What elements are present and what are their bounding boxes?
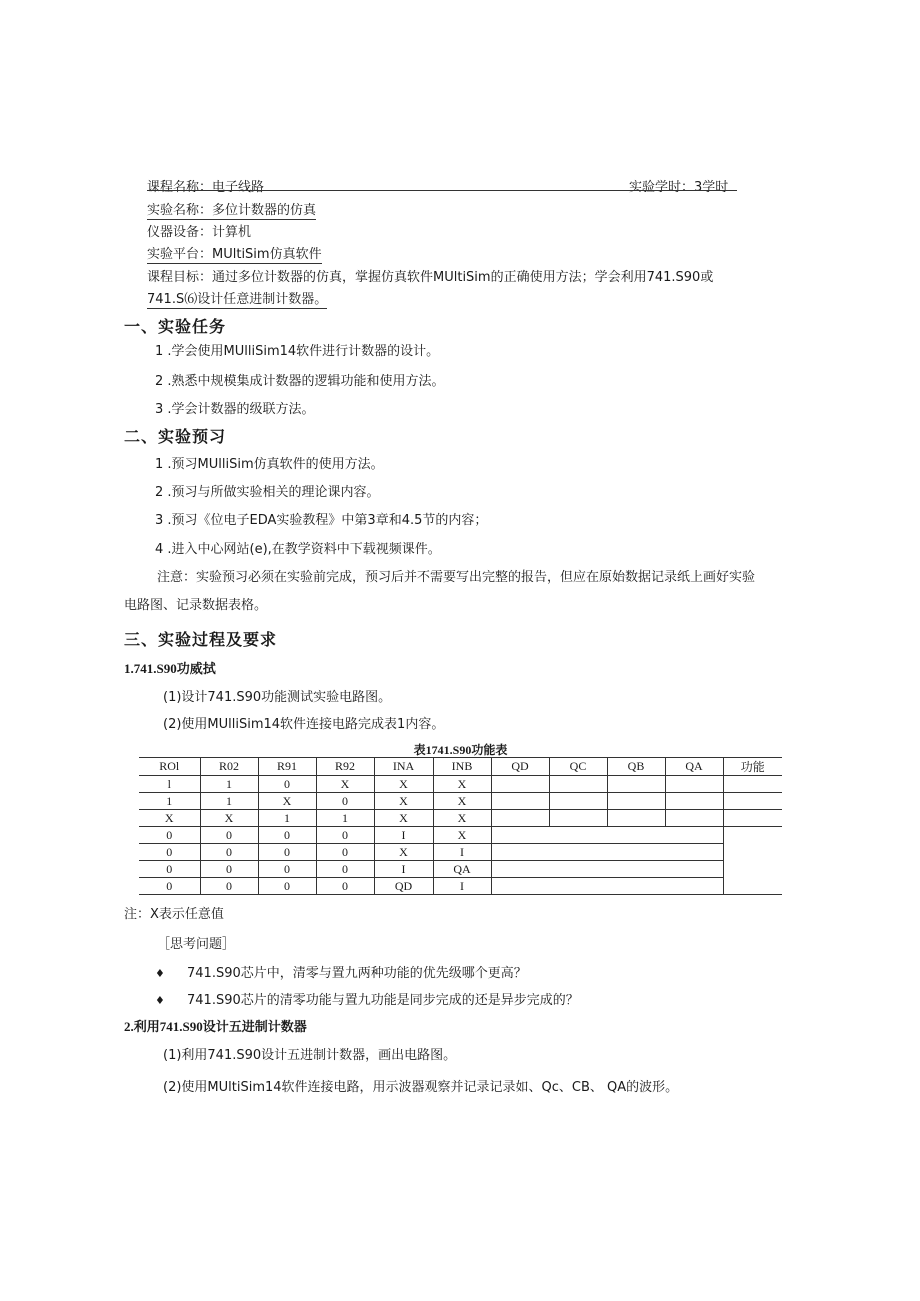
table-cell: X <box>433 810 491 827</box>
empty-cell <box>723 793 782 810</box>
platform-text: 实验平台：MUltiSim仿真软件 <box>147 247 322 262</box>
preview-note-line1: 注意：实验预习必须在实验前完成，预习后并不需要写出完整的报告，但应在原始数据记录纸上画好实验 <box>157 570 756 585</box>
table-cell: 0 <box>200 878 258 895</box>
question-1 <box>155 962 527 981</box>
empty-cell <box>491 793 549 810</box>
table-cell: X <box>433 827 491 844</box>
empty-cell <box>665 810 723 827</box>
merged-cell <box>491 861 723 878</box>
preview-item-4: 4 .进入中心网站(e),在教学资料中下载视频课件。 <box>155 542 441 557</box>
merged-cell <box>491 844 723 861</box>
course-goal-line2 <box>147 288 327 307</box>
table-cell: I <box>374 861 433 878</box>
task-item-3: 3 .学会计数器的级联方法。 <box>155 402 315 417</box>
bullet-icon: ♦ <box>155 994 165 1007</box>
subsection2-item-1: (1)利用741.S90设计五进制计数器，画出电路图。 <box>163 1048 457 1063</box>
empty-cell <box>723 776 782 793</box>
header-underline <box>147 190 737 191</box>
table-cell: X <box>316 776 374 793</box>
empty-cell <box>665 793 723 810</box>
empty-cell <box>549 776 607 793</box>
think-label: ［思考问题］ <box>157 937 236 952</box>
col-header: QB <box>607 758 665 776</box>
empty-cell <box>549 793 607 810</box>
table-row <box>139 827 782 844</box>
equipment: 仪器设备：计算机 <box>147 225 252 240</box>
table-cell: 0 <box>200 827 258 844</box>
col-header: ROl <box>139 758 200 776</box>
section3-title: 三、实验过程及要求 <box>124 630 278 649</box>
empty-cell <box>607 793 665 810</box>
table-cell: 0 <box>139 827 200 844</box>
table-cell: 0 <box>139 861 200 878</box>
experiment-name <box>147 199 316 218</box>
subsection1-item-1: (1)设计741.S90功能测试实验电路图。 <box>163 690 392 705</box>
table-cell: X <box>433 776 491 793</box>
section1-title: 一、实验任务 <box>124 317 227 336</box>
preview-note-line2: 电路图、记录数据表格。 <box>124 598 268 613</box>
table-cell: 0 <box>316 793 374 810</box>
table-row <box>139 810 782 827</box>
table-cell: 0 <box>139 844 200 861</box>
subsection1-item-2: (2)使用MUlliSim14软件连接电路完成表1内容。 <box>163 717 445 732</box>
bullet-icon: ♦ <box>155 967 165 980</box>
subsection2-title: 2.利用741.S90设计五进制计数器 <box>124 1019 307 1034</box>
platform <box>147 243 322 262</box>
table-cell: X <box>374 776 433 793</box>
table-cell: X <box>374 844 433 861</box>
table-cell: X <box>200 810 258 827</box>
merged-cell <box>491 878 723 895</box>
col-header: QD <box>491 758 549 776</box>
experiment-hours: 实验学时：3学时 <box>629 180 729 195</box>
table-cell: 0 <box>200 844 258 861</box>
table-caption: 表1741.S90功能表 <box>413 743 508 757</box>
table-cell: 1 <box>200 793 258 810</box>
task-item-1: 1 .学会使用MUlliSim14软件进行计数器的设计。 <box>155 344 440 359</box>
table-row <box>139 844 782 861</box>
empty-cell <box>491 810 549 827</box>
table-cell: QA <box>433 861 491 878</box>
col-header: INB <box>433 758 491 776</box>
empty-cell <box>665 776 723 793</box>
table-cell: 0 <box>316 827 374 844</box>
preview-item-2: 2 .预习与所做实验相关的理论课内容。 <box>155 485 380 500</box>
preview-item-1: 1 .预习MUlliSim仿真软件的使用方法。 <box>155 457 384 472</box>
col-header: R91 <box>258 758 316 776</box>
table-cell: X <box>258 793 316 810</box>
col-header: R02 <box>200 758 258 776</box>
question-text: 741.S90芯片的清零功能与置九功能是同步完成的还是异步完成的？ <box>187 993 579 1008</box>
empty-cell <box>549 810 607 827</box>
course-name: 课程名称：电子线路 <box>147 180 265 195</box>
col-header: 功能 <box>723 758 782 776</box>
empty-cell <box>607 776 665 793</box>
table-cell: l <box>139 776 200 793</box>
table-cell: X <box>374 793 433 810</box>
function-table <box>139 757 782 895</box>
table-header-row <box>139 758 782 776</box>
table-cell: 1 <box>316 810 374 827</box>
table-cell: 1 <box>200 776 258 793</box>
table-cell: 0 <box>139 878 200 895</box>
table-cell: QD <box>374 878 433 895</box>
col-header: QA <box>665 758 723 776</box>
table-cell: 1 <box>139 793 200 810</box>
table-row <box>139 793 782 810</box>
table-cell: X <box>374 810 433 827</box>
table-cell: 0 <box>200 861 258 878</box>
course-goal-line1: 课程目标：通过多位计数器的仿真，掌握仿真软件MUltiSim的正确使用方法；学会利用741.S90或 <box>147 270 714 285</box>
table-row <box>139 776 782 793</box>
section2-title: 二、实验预习 <box>124 427 227 446</box>
col-header: QC <box>549 758 607 776</box>
table-cell: I <box>374 827 433 844</box>
subsection2-item-2: (2)使用MUltiSim14软件连接电路，用示波器观察并记录记录如、Qc、CB、 QA的波形。 <box>163 1080 679 1095</box>
empty-cell <box>723 810 782 827</box>
col-header: INA <box>374 758 433 776</box>
table-cell: I <box>433 844 491 861</box>
table-cell: 1 <box>258 810 316 827</box>
table-cell: 0 <box>316 844 374 861</box>
table-cell: 0 <box>258 861 316 878</box>
subsection1-title: 1.741.S90功威拭 <box>124 661 216 676</box>
experiment-name-text: 实验名称：多位计数器的仿真 <box>147 203 317 218</box>
empty-cell <box>607 810 665 827</box>
table-row <box>139 861 782 878</box>
table-cell: I <box>433 878 491 895</box>
table-cell: 0 <box>316 861 374 878</box>
preview-item-3: 3 .预习《位电子EDA实验教程》中第3章和4.5节的内容； <box>155 513 488 528</box>
table-cell: X <box>433 793 491 810</box>
task-item-2: 2 .熟悉中规模集成计数器的逻辑功能和使用方法。 <box>155 374 445 389</box>
question-text: 741.S90芯片中，清零与置九两种功能的优先级哪个更高？ <box>187 966 527 981</box>
question-2 <box>155 989 579 1008</box>
table-cell: 0 <box>258 844 316 861</box>
table-cell: X <box>139 810 200 827</box>
function-merged-cell <box>723 827 782 895</box>
table-cell: 0 <box>258 878 316 895</box>
table-cell: 0 <box>258 776 316 793</box>
course-goal-line2-text: 741.S⑹设计任意进制计数器。 <box>147 292 328 307</box>
table-row <box>139 878 782 895</box>
merged-cell <box>491 827 723 844</box>
empty-cell <box>491 776 549 793</box>
table-cell: 0 <box>258 827 316 844</box>
table-note: 注：X表示任意值 <box>124 907 224 922</box>
col-header: R92 <box>316 758 374 776</box>
table-cell: 0 <box>316 878 374 895</box>
